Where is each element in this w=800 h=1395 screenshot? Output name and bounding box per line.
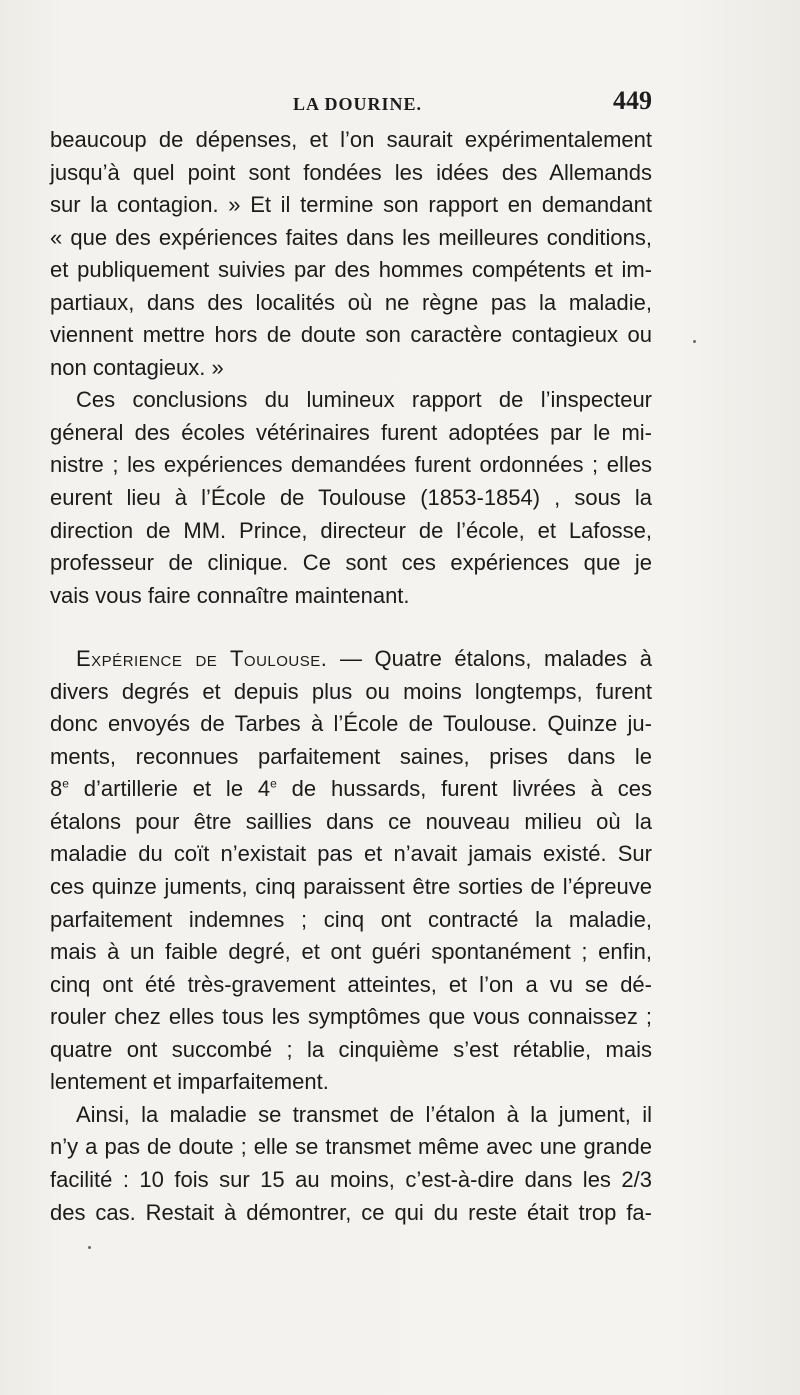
section-experience xyxy=(50,643,652,1099)
text-line: ces quinze juments, cinq paraissent être sorties de l’épreuve xyxy=(50,874,652,900)
text-line: divers degrés et depuis plus ou moins longtemps, furent xyxy=(50,678,652,704)
text-line: Ces conclusions du lumineux rapport de l’inspecteur xyxy=(76,387,652,413)
text-line: viennent mettre hors de doute son caractère contagieux ou xyxy=(50,322,652,348)
text-line: maladie du coït n’existait pas et n’avait jamais existé. Sur xyxy=(50,841,652,867)
text-line: donc envoyés de Tarbes à l’École de Toulouse. Quinze ju- xyxy=(50,711,652,737)
paragraph-ainsi xyxy=(50,1099,652,1229)
text-line: quatre ont succombé ; la cinquième s’est rétablie, mais xyxy=(50,1036,652,1062)
section-gap xyxy=(50,612,652,643)
text-line-regiments: 8e d’artillerie et le 4e de hussards, furent livrées à ces xyxy=(50,776,652,802)
heading-dash: — xyxy=(327,646,375,672)
text-line: géneral des écoles vétérinaires furent adoptées par le mi- xyxy=(50,419,652,445)
paper-speck xyxy=(693,340,696,343)
paragraph-continuation xyxy=(50,124,652,384)
section-heading: Expérience de Toulouse. xyxy=(76,646,328,672)
heading-line-rest: Quatre étalons, malades à xyxy=(374,646,652,672)
text-line: ments, reconnues parfaitement saines, prises dans le xyxy=(50,743,652,769)
text-line: jusqu’à quel point sont fondées les idées des Allemands xyxy=(50,159,652,185)
paragraph-conclusions xyxy=(50,384,652,612)
text-line: sur la contagion. » Et il termine son rapport en demandant xyxy=(50,192,652,218)
running-head xyxy=(50,86,652,120)
text-line: rouler chez elles tous les symptômes que vous connaissez ; xyxy=(50,1004,652,1030)
text-line: Ainsi, la maladie se transmet de l’étalon à la jument, il xyxy=(76,1101,652,1127)
text-line: professeur de clinique. Ce sont ces expériences que je xyxy=(50,550,652,576)
text-line: parfaitement indemnes ; cinq ont contracté la maladie, xyxy=(50,906,652,932)
text-line: direction de MM. Prince, directeur de l’école, et Lafosse, xyxy=(50,517,652,543)
page-number: 449 xyxy=(613,86,652,115)
text-line: cinq ont été très-gravement atteintes, et l’on a vu se dé- xyxy=(50,971,652,997)
text-line: des cas. Restait à démontrer, ce qui du reste était trop fa- xyxy=(50,1199,652,1225)
paper-speck xyxy=(88,1246,91,1249)
text-line: facilité : 10 fois sur 15 au moins, c’est-à-dire dans les 2/3 xyxy=(50,1166,652,1192)
text-line: vais vous faire connaître maintenant. xyxy=(50,582,410,608)
text-line: partiaux, dans des localités où ne règne pas la maladie, xyxy=(50,289,652,315)
text-line: lentement et imparfaitement. xyxy=(50,1069,329,1095)
text-line: « que des expériences faites dans les meilleures conditions, xyxy=(50,224,652,250)
text-line: nistre ; les expériences demandées furent ordonnées ; elles xyxy=(50,452,652,478)
section-first-line xyxy=(50,643,652,676)
text-line: et publiquement suivies par des hommes compétents et im- xyxy=(50,257,652,283)
running-title: LA DOURINE. xyxy=(293,94,423,114)
body-text xyxy=(50,124,652,1229)
text-line: mais à un faible degré, et ont guéri spontanément ; enfin, xyxy=(50,939,652,965)
text-line: n’y a pas de doute ; elle se transmet même avec une grande xyxy=(50,1134,652,1160)
text-line: beaucoup de dépenses, et l’on saurait expérimentalement xyxy=(50,127,652,152)
text-line: étalons pour être saillies dans ce nouveau milieu où la xyxy=(50,808,652,834)
text-line: eurent lieu à l’École de Toulouse (1853-1854) , sous la xyxy=(50,485,652,511)
text-line: non contagieux. » xyxy=(50,354,224,380)
